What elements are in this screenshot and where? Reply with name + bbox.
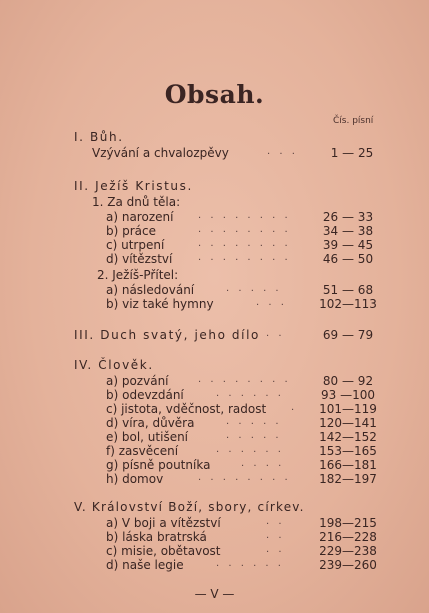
toc-entry: [106, 530, 396, 544]
toc-entry: [106, 516, 396, 530]
toc-entry: [106, 252, 396, 266]
entry-range: 26 — 33: [322, 210, 374, 224]
entry-range: 229—238: [319, 544, 377, 558]
leader-dots: . . . . .: [226, 416, 282, 427]
leader-dots: . . . . . . . .: [198, 224, 291, 235]
entry-label: d) naše legie: [106, 558, 184, 572]
entry-range: 182—197: [319, 472, 377, 486]
entry-label: b) láska bratrská: [106, 530, 207, 544]
leader-dots: . .: [266, 328, 285, 339]
entry-label: b) práce: [106, 224, 156, 238]
leader-dots: . .: [266, 530, 285, 541]
entry-range: 198—215: [319, 516, 377, 530]
entry-range: 69 — 79: [322, 328, 374, 342]
toc-entry: [106, 416, 396, 430]
page-number: — V —: [194, 587, 235, 601]
entry-range: 153—165: [319, 444, 377, 458]
leader-dots: . . . . . .: [216, 388, 284, 399]
entry-label: d) víra, důvěra: [106, 416, 195, 430]
toc-entry: [106, 544, 396, 558]
leader-dots: . . . . .: [226, 430, 282, 441]
toc-entry: [106, 444, 396, 458]
entry-range: 1 — 25: [330, 146, 374, 160]
page-title: Obsah.: [164, 80, 265, 109]
subsection-2: 2. Ježíš-Přítel:: [97, 268, 179, 282]
section-heading-1: I. Bůh.: [74, 130, 124, 144]
entry-label: Vzývání a chvalozpěvy: [92, 146, 229, 160]
section-heading-3: III. Duch svatý, jeho dílo: [74, 328, 260, 342]
toc-entry: [106, 238, 396, 252]
leader-dots: .: [291, 402, 298, 413]
entry-label: e) bol, utišení: [106, 430, 189, 444]
entry-range: 93 —100: [321, 388, 375, 402]
entry-label: c) misie, obětavost: [106, 544, 221, 558]
section-heading-4: IV. Člověk.: [74, 358, 154, 372]
leader-dots: . . . . . .: [216, 444, 284, 455]
entry-range: 142—152: [319, 430, 377, 444]
entry-range: 39 — 45: [322, 238, 374, 252]
toc-entry: [106, 388, 396, 402]
toc-entry: [106, 224, 396, 238]
section-heading-2: II. Ježíš Kristus.: [74, 179, 193, 193]
entry-range: 46 — 50: [322, 252, 374, 266]
entry-label: a) následování: [106, 283, 195, 297]
leader-dots: . . . . . . . .: [198, 210, 291, 221]
entry-range: 80 — 92: [322, 374, 374, 388]
column-header: Čís. písní: [333, 116, 374, 126]
entry-label: c) utrpení: [106, 238, 165, 252]
entry-range: 34 — 38: [322, 224, 374, 238]
entry-label: a) V boji a vítězství: [106, 516, 221, 530]
toc-entry: [106, 402, 396, 416]
toc-entry: [106, 210, 396, 224]
toc-entry: [106, 430, 396, 444]
entry-label: b) viz také hymny: [106, 297, 214, 311]
leader-dots: . .: [266, 516, 285, 527]
entry-range: 101—119: [319, 402, 377, 416]
leader-dots: . . . . . .: [216, 558, 284, 569]
entry-label: d) vítězství: [106, 252, 173, 266]
toc-entry: [106, 297, 396, 311]
leader-dots: . . .: [267, 146, 298, 157]
entry-range: 102—113: [319, 297, 377, 311]
section-heading-5: V. Království Boží, sbory, církev.: [74, 500, 305, 514]
entry-label: a) narození: [106, 210, 174, 224]
leader-dots: . . . . .: [226, 283, 282, 294]
leader-dots: . . . . . . . .: [198, 252, 291, 263]
entry-range: 216—228: [319, 530, 377, 544]
toc-entry: [106, 283, 396, 297]
leader-dots: . . . . . . . .: [198, 374, 291, 385]
leader-dots: . . . . . . . .: [198, 238, 291, 249]
entry-range: 166—181: [319, 458, 377, 472]
entry-label: c) jistota, vděčnost, radost: [106, 402, 267, 416]
toc-entry: [106, 328, 396, 342]
entry-label: g) písně poutníka: [106, 458, 211, 472]
entry-label: b) odevzdání: [106, 388, 184, 402]
toc-entry: [106, 374, 396, 388]
leader-dots: . . . . . . . .: [198, 472, 291, 483]
entry-label: f) zasvěcení: [106, 444, 179, 458]
leader-dots: . . .: [256, 297, 287, 308]
toc-entry: [106, 558, 396, 572]
toc-entry: [106, 458, 396, 472]
entry-range: 239—260: [319, 558, 377, 572]
entry-range: 51 — 68: [322, 283, 374, 297]
toc-entry: [106, 472, 396, 486]
leader-dots: . .: [266, 544, 285, 555]
subsection-1: 1. Za dnů těla:: [92, 195, 181, 209]
entry-label: h) domov: [106, 472, 164, 486]
leader-dots: . . . .: [241, 458, 285, 469]
entry-range: 120—141: [319, 416, 377, 430]
toc-entry: [92, 146, 392, 160]
entry-label: a) pozvání: [106, 374, 169, 388]
